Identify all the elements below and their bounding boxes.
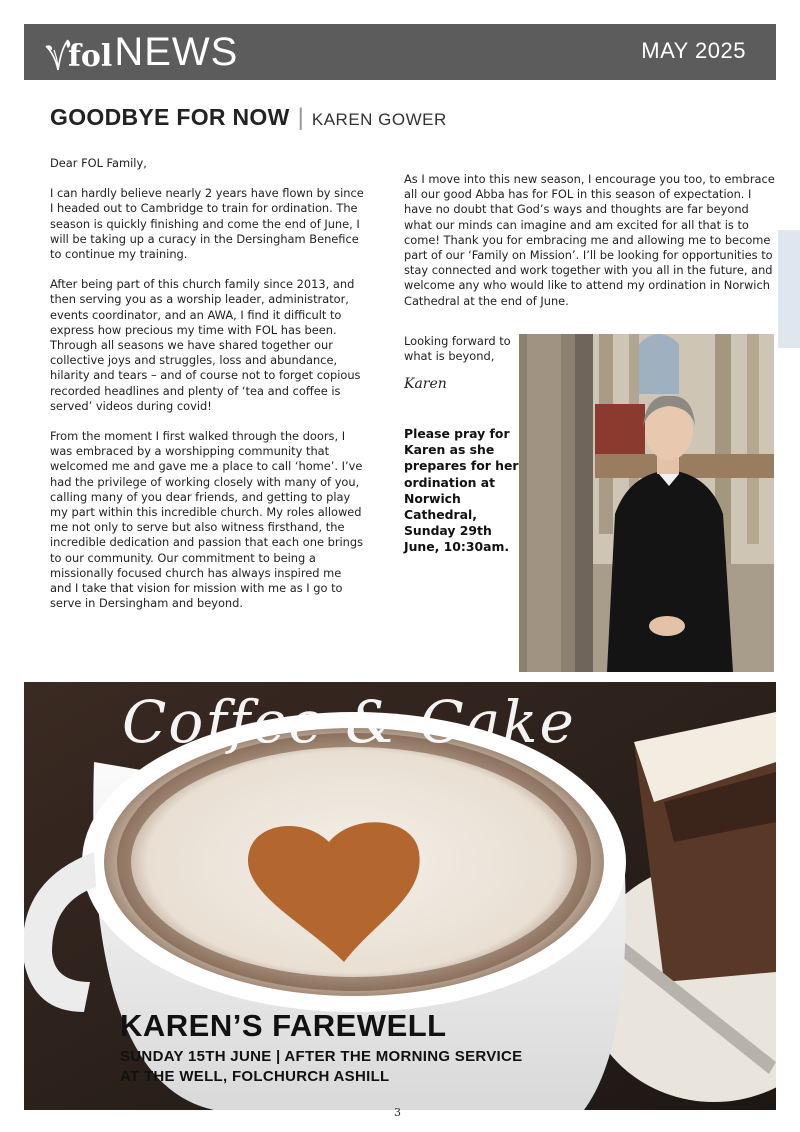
article-column-left	[50, 156, 366, 626]
article-author: KAREN GOWER	[311, 110, 447, 129]
farewell-promo	[24, 682, 776, 1110]
page-number: 3	[394, 1106, 401, 1119]
salutation: Dear FOL Family,	[50, 156, 147, 170]
article-title: GOODBYE FOR NOW	[50, 104, 290, 130]
article-column-right	[404, 172, 776, 324]
article-paragraph: As I move into this new season, I encourage you too, to embrace all our good Abba has for FOL in this season of expectation. I have no doubt that God’s ways and thoughts are far beyond what our minds can imagine and am excited for all that is to come! Thank you for embracing me and allowing me to become part of our ‘Family on Mission’. I’ll be looking for opportunities to stay connected and work together with you all in the future, and welcome any who would like to attend my ordination in Norwich Cathedral at the end of June.	[404, 172, 775, 308]
article-paragraph: From the moment I first walked through the doors, I was embraced by a worshipping community that welcomed me and gave me a place to call ‘home’. I’ve had the privilege of working closely with many of you, calling many of you dear friends, and getting to play my part within this incredible church. My roles allowed me not only to serve but also witness firsthand, the incredible dedication and passion that each one brings to our community. Our commitment to being a missionally focused church has always inspired me and I take that vision for mission with me as I go to serve in Dersingham and beyond.	[50, 429, 364, 611]
article-paragraph: After being part of this church family since 2013, and then serving you as a worship leader, administrator, events coordinator, and an AWA, I find it difficult to express how precious my time with FOL has been. Through all seasons we have shared together our collective joys and struggles, loss and abundance, hilarity and tears – and of course not to forget copious recorded headlines and plenty of ‘tea and coffee is served’ videos during covid!	[50, 277, 361, 413]
article-paragraph: I can hardly believe nearly 2 years have flown by since I headed out to Cambridge to train for ordination. The season is quickly finishing and come the end of June, I will be taking up a curacy in the Dersingham Benefice to continue my training.	[50, 186, 364, 262]
prayer-note: Please pray for Karen as she prepares for her ordination at Norwich Cathedral, Sunday 29th June, 10:30am.	[404, 426, 519, 555]
fol-logo	[44, 32, 238, 72]
logo-text: fol	[68, 39, 113, 74]
article-headline	[50, 104, 447, 132]
promo-title: KAREN’S FAREWELL	[120, 1008, 447, 1043]
promo-venue-line: AT THE WELL, FOLCHURCH ASHILL	[120, 1068, 390, 1085]
header-banner	[24, 24, 776, 80]
karen-photo	[519, 334, 774, 672]
headline-separator: |	[297, 104, 304, 131]
cathedral-photo-illustration	[519, 334, 774, 672]
section-title: NEWS	[114, 30, 239, 74]
signature: Karen	[404, 376, 447, 392]
issue-date: MAY 2025	[641, 38, 746, 63]
promo-script-heading: Coffee & Cake	[122, 688, 576, 756]
closing-line: Looking forward to what is beyond,	[404, 334, 511, 364]
promo-date-line: SUNDAY 15TH JUNE | AFTER THE MORNING SERVICE	[120, 1048, 523, 1065]
side-tab	[778, 230, 800, 348]
